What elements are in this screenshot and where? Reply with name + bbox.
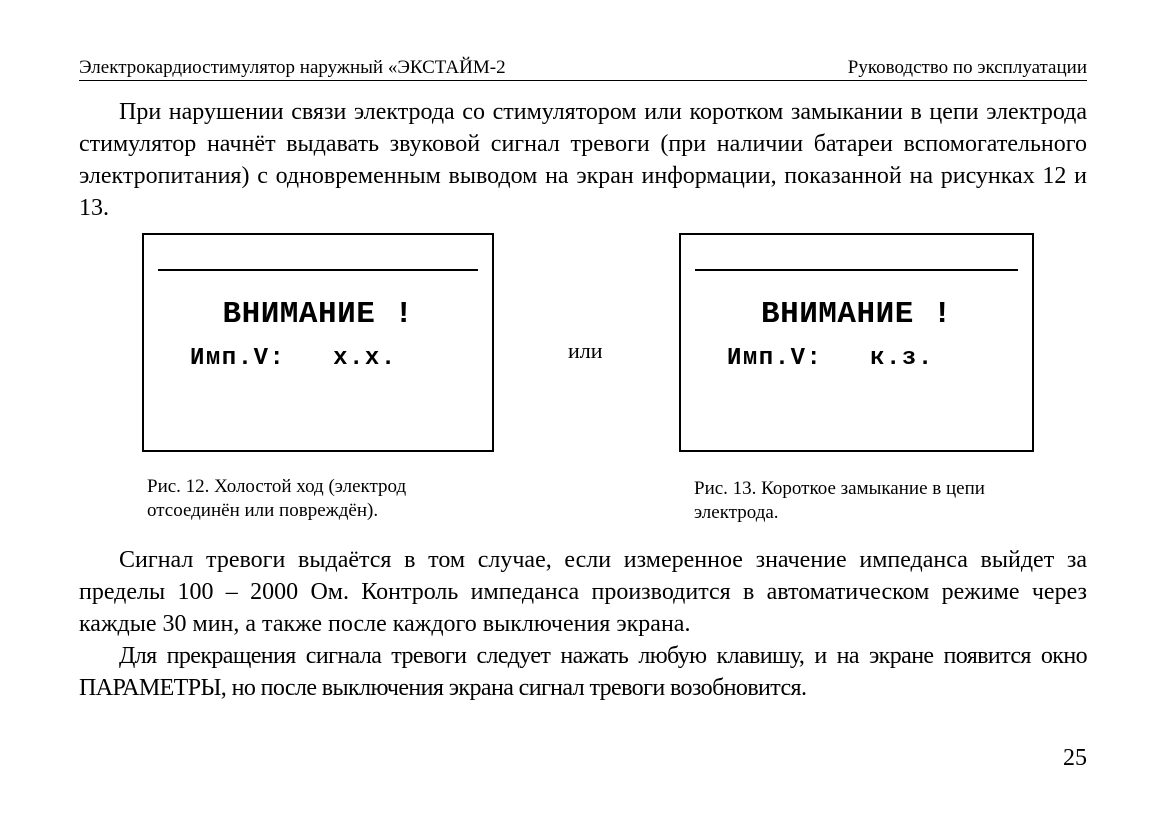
paragraph-alarm-reset: Для прекращения сигнала тревоги следует нажать любую клавишу, и на экране появится окно ПАРАМЕТРЫ, но после выключения экрана сигнал тревоги возобновится. (79, 643, 1087, 701)
paragraph-impedance-alarm: Сигнал тревоги выдаётся в том случае, если измеренное значение импеданса выйдет за пределы 100 – 2000 Ом. Контроль импеданса производится в автоматическом режиме через каждые 30 мин, а также после каждого выключения экрана. (79, 547, 1087, 637)
or-separator: или (568, 338, 603, 363)
page-number: 25 (1063, 745, 1087, 771)
figure-12-screen (142, 233, 494, 452)
screen-warning-title: ВНИМАНИЕ ! (760, 297, 953, 332)
running-header (79, 56, 1087, 81)
figure-13-caption: Рис. 13. Короткое замыкание в цепи электрода. (694, 478, 985, 523)
screen-top-line (695, 269, 1018, 271)
figure-12-caption: Рис. 12. Холостой ход (электрод отсоединён или повреждён). (147, 476, 407, 521)
paragraph-electrode-fault: При нарушении связи электрода со стимулятором или коротком замыкании в цепи электрода стимулятор начнёт выдавать звуковой сигнал тревоги (при наличии батареи вспомогательного электропитания) с одновременным выводом на экран информации, показанной на рисунках 12 и 13. (79, 99, 1087, 221)
screen-impedance-readout: Имп.V: х.х. (190, 345, 397, 372)
figure-13-screen (679, 233, 1034, 452)
screen-warning-title: ВНИМАНИЕ ! (222, 297, 414, 332)
screen-impedance-readout: Имп.V: к.з. (727, 345, 934, 372)
header-device-title: Электрокардиостимулятор наружный «ЭКСТАЙМ-2 (79, 57, 506, 78)
header-manual-title: Руководство по эксплуатации (847, 57, 1087, 78)
screen-top-line (158, 269, 478, 271)
